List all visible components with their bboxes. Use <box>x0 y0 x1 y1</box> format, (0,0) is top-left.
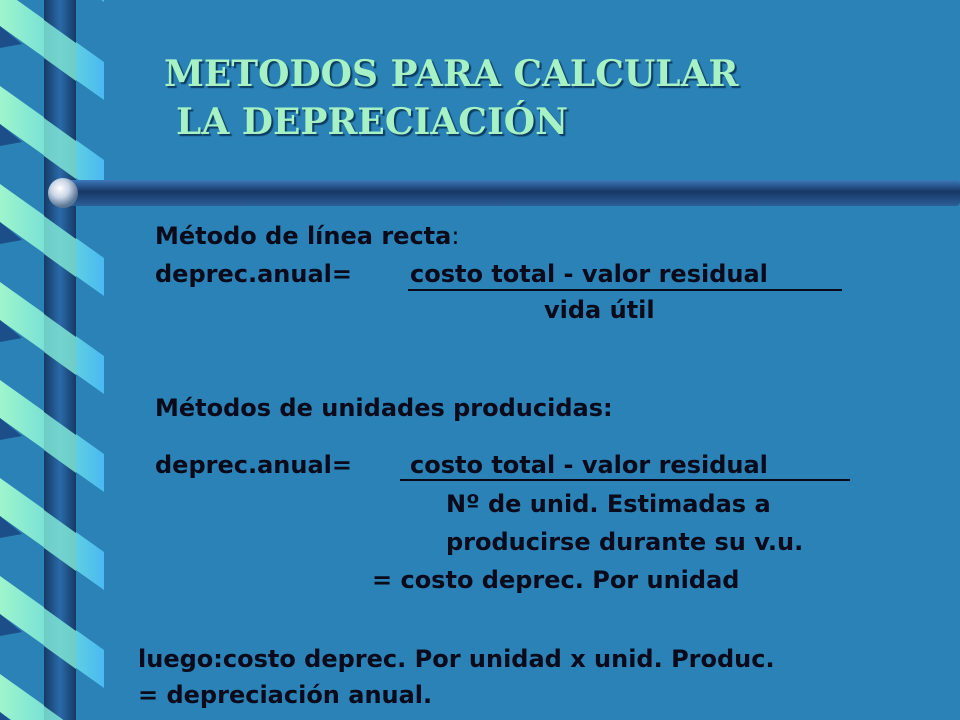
rule-knob-icon <box>48 178 78 208</box>
straight-line-numerator: costo total - valor residual <box>410 260 768 288</box>
slide-title-line1: METODOS PARA CALCULAR <box>164 53 739 95</box>
units-produced-denominator-line2: producirse durante su v.u. <box>446 528 804 556</box>
units-produced-fraction-bar <box>400 479 850 481</box>
straight-line-heading-text: Método de línea recta <box>155 222 452 250</box>
straight-line-heading <box>155 224 459 248</box>
slide-title-line2: LA DEPRECIACIÓN <box>176 101 569 143</box>
units-produced-heading: Métodos de unidades producidas: <box>155 394 613 422</box>
units-produced-numerator: costo total - valor residual <box>410 451 768 479</box>
conclusion-line2: = depreciación anual. <box>138 681 433 709</box>
units-produced-result: = costo deprec. Por unidad <box>372 566 740 594</box>
straight-line-formula-lhs: deprec.anual= <box>155 260 352 288</box>
conclusion-line1: luego:costo deprec. Por unidad x unid. Produc. <box>138 645 775 673</box>
units-produced-denominator-line1: Nº de unid. Estimadas a <box>446 490 771 518</box>
straight-line-fraction-bar <box>408 289 842 291</box>
units-produced-formula-lhs: deprec.anual= <box>155 451 352 479</box>
straight-line-denominator: vida útil <box>544 296 655 324</box>
heading-colon: : <box>451 222 460 250</box>
